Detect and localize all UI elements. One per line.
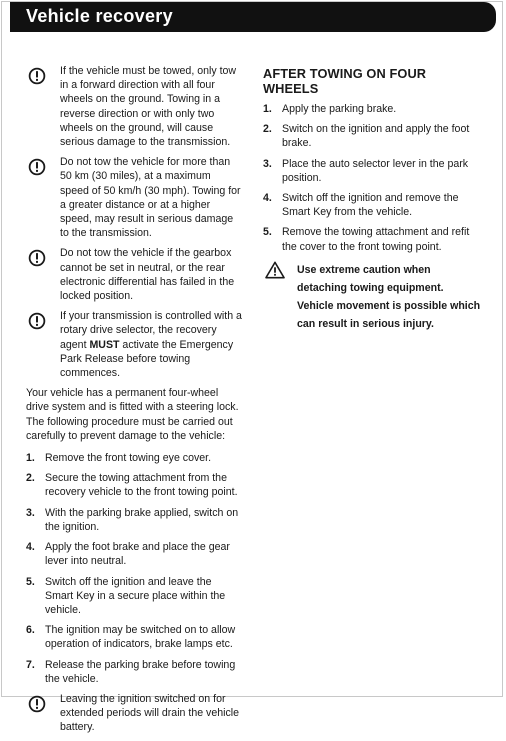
step-text: Secure the towing attachment from the recovery vehicle to the front towing point. (45, 472, 238, 499)
step-number: 2. (263, 123, 272, 136)
step-number: 3. (263, 157, 272, 170)
exclamation-circle-icon (28, 695, 46, 713)
list-item (263, 157, 481, 185)
notice-battery-drain (26, 692, 242, 735)
notice-text-before: If your transmission is controlled with a rotary drive selector, the recovery agent (60, 310, 242, 351)
notice-text-after: activate the Emergency Park Release before towing commences. (60, 338, 234, 380)
notice-text: Do not tow the vehicle for more than 50 km (30 miles), at a maximum speed of 50 km/h (30 mph). Towing for a greater distance or at a higher speed, may result in serious damage to the transmission. (60, 156, 241, 240)
list-item (26, 623, 242, 651)
notice-text: Do not tow the vehicle if the gearbox cannot be set in neutral, or the rear electronic differential has failed in the locked position. (60, 247, 235, 303)
step-text: Switch on the ignition and apply the foot brake. (282, 123, 470, 150)
step-text: Remove the towing attachment and refit the cover to the front towing point. (282, 226, 470, 253)
step-text: Apply the parking brake. (282, 103, 397, 115)
exclamation-circle-icon (28, 158, 46, 176)
step-number: 2. (26, 472, 35, 485)
list-item (26, 658, 242, 686)
step-number: 5. (26, 575, 35, 588)
step-text: Place the auto selector lever in the park position. (282, 157, 469, 184)
step-text: Release the parking brake before towing the vehicle. (45, 658, 236, 685)
section-heading: AFTER TOWING ON FOUR WHEELS (263, 66, 427, 96)
warning-triangle-icon (265, 261, 285, 279)
step-number: 3. (26, 506, 35, 519)
right-column (263, 64, 481, 332)
notice-rotary-selector (26, 309, 242, 380)
exclamation-circle-icon (28, 249, 46, 267)
step-number: 4. (26, 541, 35, 554)
step-text: The ignition may be switched on to allow operation of indicators, brake lamps etc. (45, 624, 236, 651)
step-number: 4. (263, 192, 272, 205)
notice-tow-distance (26, 155, 242, 240)
step-text: Switch off the ignition and leave the Smart Key in a secure place within the vehicle. (45, 575, 226, 616)
list-item (26, 471, 242, 499)
step-number: 1. (26, 452, 35, 465)
step-text: Switch off the ignition and remove the Smart Key from the vehicle. (282, 192, 459, 219)
notice-text: Leaving the ignition switched on for extended periods will drain the vehicle battery. (60, 692, 240, 734)
towing-steps (26, 451, 242, 686)
notice-gearbox-neutral (26, 246, 242, 303)
list-item (263, 102, 481, 116)
notice-tow-direction (26, 64, 242, 149)
step-text: With the parking brake applied, switch on the ignition. (45, 506, 239, 533)
left-column (26, 64, 242, 741)
exclamation-circle-icon (28, 67, 46, 85)
step-text: Remove the front towing eye cover. (45, 452, 212, 465)
step-number: 1. (263, 103, 272, 115)
warning-detach-towing (263, 260, 481, 332)
notice-text (60, 309, 242, 380)
step-number: 7. (26, 658, 35, 671)
notice-text: If the vehicle must be towed, only tow in a forward direction with all four wheels on the ground. Towing in a reverse direction or with only two wheels on the ground, will cause serious damage to the transmission. (60, 65, 237, 149)
list-item (26, 575, 242, 618)
notice-text-emphasis: MUST (89, 338, 120, 351)
list-item (263, 122, 481, 150)
warning-text: Use extreme caution when detaching towing equipment. Vehicle movement is possible which can result in serious injury. (297, 263, 481, 330)
list-item (263, 225, 481, 253)
list-item (26, 451, 242, 465)
step-number: 6. (26, 624, 35, 637)
step-number: 5. (263, 226, 272, 239)
after-towing-steps (263, 102, 481, 254)
list-item (26, 540, 242, 568)
step-text: Apply the foot brake and place the gear lever into neutral. (45, 541, 230, 568)
page-header (10, 2, 496, 32)
list-item (263, 191, 481, 219)
exclamation-circle-icon (28, 312, 46, 330)
list-item (26, 506, 242, 534)
page-title: Vehicle recovery (26, 6, 173, 26)
towing-intro: Your vehicle has a permanent four-wheel drive system and is fitted with a steering lock. The following procedure must be carried out carefully to prevent damage to the vehicle: (26, 387, 239, 442)
